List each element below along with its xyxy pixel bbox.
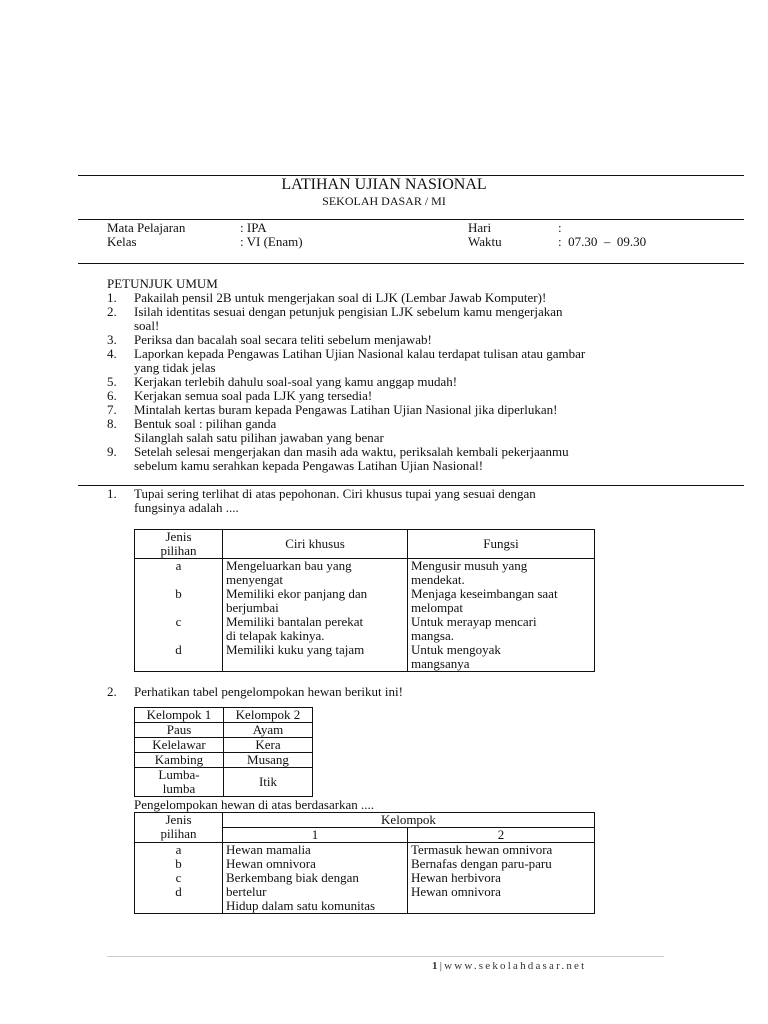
q1-fungsi-a-cont: mendekat.	[411, 572, 465, 587]
q1-opt-d: d	[175, 642, 182, 657]
mapel-label: Mata Pelajaran	[107, 220, 186, 235]
petunjuk-num-5: 5.	[107, 374, 117, 389]
q2-col2-c: Hewan herbivora	[411, 870, 501, 885]
footer-site: www.sekolahdasar.net	[444, 960, 587, 972]
page-title: LATIHAN UJIAN NASIONAL	[281, 176, 487, 193]
petunjuk-item-4: Laporkan kepada Pengawas Latihan Ujian Nasional kalau terdapat tulisan atau gambar	[134, 346, 586, 361]
q2-head-col1: 1	[223, 828, 408, 843]
footer-separator: |	[439, 960, 445, 972]
q2-opt-b: b	[175, 856, 182, 871]
q2-head-jenis-2: pilihan	[160, 826, 197, 841]
petunjuk-num-1: 1.	[107, 290, 117, 305]
q1-number: 1.	[107, 486, 117, 501]
q1-opt-a: a	[175, 558, 182, 573]
petunjuk-item-3: Periksa dan bacalah soal secara teliti sebelum menjawab!	[134, 332, 432, 347]
group-k2-3: Musang	[224, 753, 313, 768]
page-subtitle: SEKOLAH DASAR / MI	[322, 194, 446, 208]
q1-head-ciri: Ciri khusus	[223, 530, 408, 559]
q1-table	[134, 529, 595, 672]
petunjuk-num-8: 8.	[107, 416, 117, 431]
group-k2-2: Kera	[224, 738, 313, 753]
q2-number: 2.	[107, 684, 117, 699]
q1-ciri-d-cont	[226, 657, 404, 671]
info-rule	[78, 263, 744, 264]
q1-head-jenis-2: pilihan	[160, 543, 197, 558]
footer	[432, 960, 586, 972]
q2-col2-a: Termasuk hewan omnivora	[411, 842, 553, 857]
q1-col-fungsi	[408, 559, 595, 672]
group-k2-1: Ayam	[224, 723, 313, 738]
petunjuk-item-6: Kerjakan semua soal pada LJK yang tersedia!	[134, 388, 373, 403]
waktu-value: : 07.30 – 09.30	[558, 234, 647, 249]
q1-ciri-c: Memiliki bantalan perekat	[226, 614, 364, 629]
petunjuk-num-6: 6.	[107, 388, 117, 403]
q1-fungsi-b: Menjaga keseimbangan saat	[411, 586, 558, 601]
q1-head-jenis	[135, 530, 223, 559]
q1-head-jenis-1: Jenis	[165, 529, 192, 544]
q1-text-cont: fungsinya adalah ....	[134, 500, 239, 515]
petunjuk-item-9-cont: sebelum kamu serahkan kepada Pengawas Latihan Ujian Nasional!	[134, 458, 484, 473]
group-k1-4	[135, 768, 224, 797]
group-head-k1: Kelompok 1	[135, 708, 224, 723]
petunjuk-item-4-cont: yang tidak jelas	[134, 360, 216, 375]
q1-fungsi-c: Untuk merayap mencari	[411, 614, 537, 629]
hari-value: :	[558, 220, 562, 235]
petunjuk-item-2: Isilah identitas sesuai dengan petunjuk pengisian LJK sebelum kamu mengerjakan	[134, 304, 563, 319]
q2-col1-d: Hidup dalam satu komunitas	[226, 898, 376, 913]
q1-col-opt	[135, 559, 223, 672]
q1-col-ciri	[223, 559, 408, 672]
q1-text: Tupai sering terlihat di atas pepohonan. Ciri khusus tupai yang sesuai dengan	[134, 486, 536, 501]
q1-ciri-a-cont: menyengat	[226, 572, 284, 587]
petunjuk-num-2: 2.	[107, 304, 117, 319]
q2-text: Perhatikan tabel pengelompokan hewan berikut ini!	[134, 684, 403, 699]
q2-group-table	[134, 707, 313, 797]
q1-ciri-d: Memiliki kuku yang tajam	[226, 642, 365, 657]
q1-opt-b: b	[175, 586, 182, 601]
q1-ciri-a: Mengeluarkan bau yang	[226, 558, 352, 573]
petunjuk-num-4: 4.	[107, 346, 117, 361]
waktu-label: Waktu	[468, 234, 502, 249]
q1-ciri-c-cont: di telapak kakinya.	[226, 628, 325, 643]
petunjuk-num-7: 7.	[107, 402, 117, 417]
petunjuk-item-9: Setelah selesai mengerjakan dan masih ada waktu, periksalah kembali pekerjaanmu	[134, 444, 569, 459]
q1-opt-c: c	[175, 614, 182, 629]
q1-fungsi-b-cont: melompat	[411, 600, 463, 615]
group-k1-4-line2: lumba	[162, 781, 196, 796]
q2-col2-d: Hewan omnivora	[411, 884, 501, 899]
q2-col-1	[223, 843, 408, 914]
group-k1-3: Kambing	[135, 753, 224, 768]
q2-col1-c-cont: bertelur	[226, 884, 267, 899]
q2-head-jenis	[135, 813, 223, 843]
q1-fungsi-c-cont: mangsa.	[411, 628, 454, 643]
group-k1-2: Kelelawar	[135, 738, 224, 753]
petunjuk-item-5: Kerjakan terlebih dahulu soal-soal yang kamu anggap mudah!	[134, 374, 458, 389]
petunjuk-item-2-cont: soal!	[134, 318, 160, 333]
group-head-k2: Kelompok 2	[224, 708, 313, 723]
q2-col2-b: Bernafas dengan paru-paru	[411, 856, 552, 871]
group-k1-1: Paus	[135, 723, 224, 738]
q2-col-2	[408, 843, 595, 914]
page-number: 1	[432, 960, 440, 972]
q1-head-fungsi: Fungsi	[408, 530, 595, 559]
q1-ciri-b-cont: berjumbai	[226, 600, 279, 615]
petunjuk-item-1: Pakailah pensil 2B untuk mengerjakan soal di LJK (Lembar Jawab Komputer)!	[134, 290, 547, 305]
petunjuk-heading: PETUNJUK UMUM	[107, 276, 218, 291]
petunjuk-item-7: Mintalah kertas buram kepada Pengawas Latihan Ujian Nasional jika diperlukan!	[134, 402, 558, 417]
mapel-value: : IPA	[240, 220, 267, 235]
group-k1-4-line1: Lumba-	[158, 767, 200, 782]
q2-opt-a: a	[175, 842, 182, 857]
q2-question: Pengelompokan hewan di atas berdasarkan ....	[134, 797, 375, 812]
petunjuk-item-8-cont: Silanglah salah satu pilihan jawaban yang benar	[134, 430, 384, 445]
q1-fungsi-d: Untuk mengoyak	[411, 642, 501, 657]
q2-col1-b: Hewan omnivora	[226, 856, 316, 871]
q1-fungsi-a: Mengusir musuh yang	[411, 558, 528, 573]
petunjuk-num-3: 3.	[107, 332, 117, 347]
q1-fungsi-d-cont: mangsanya	[411, 656, 470, 671]
group-k2-4: Itik	[224, 768, 313, 797]
q2-answer-table	[134, 812, 595, 914]
petunjuk-item-8: Bentuk soal : pilihan ganda	[134, 416, 277, 431]
hari-label: Hari	[468, 220, 492, 235]
q2-col-opt	[135, 843, 223, 914]
petunjuk-num-9: 9.	[107, 444, 117, 459]
kelas-value: : VI (Enam)	[240, 234, 303, 249]
footer-rule	[107, 956, 664, 957]
q2-col1-c: Berkembang biak dengan	[226, 870, 359, 885]
kelas-label: Kelas	[107, 234, 137, 249]
q2-head-kelompok: Kelompok	[223, 813, 595, 828]
q2-head-col2: 2	[408, 828, 595, 843]
q1-ciri-b: Memiliki ekor panjang dan	[226, 586, 368, 601]
q2-col1-a: Hewan mamalia	[226, 842, 311, 857]
q2-opt-c: c	[175, 870, 182, 885]
q2-opt-d: d	[175, 884, 182, 899]
q2-head-jenis-1: Jenis	[165, 812, 192, 827]
